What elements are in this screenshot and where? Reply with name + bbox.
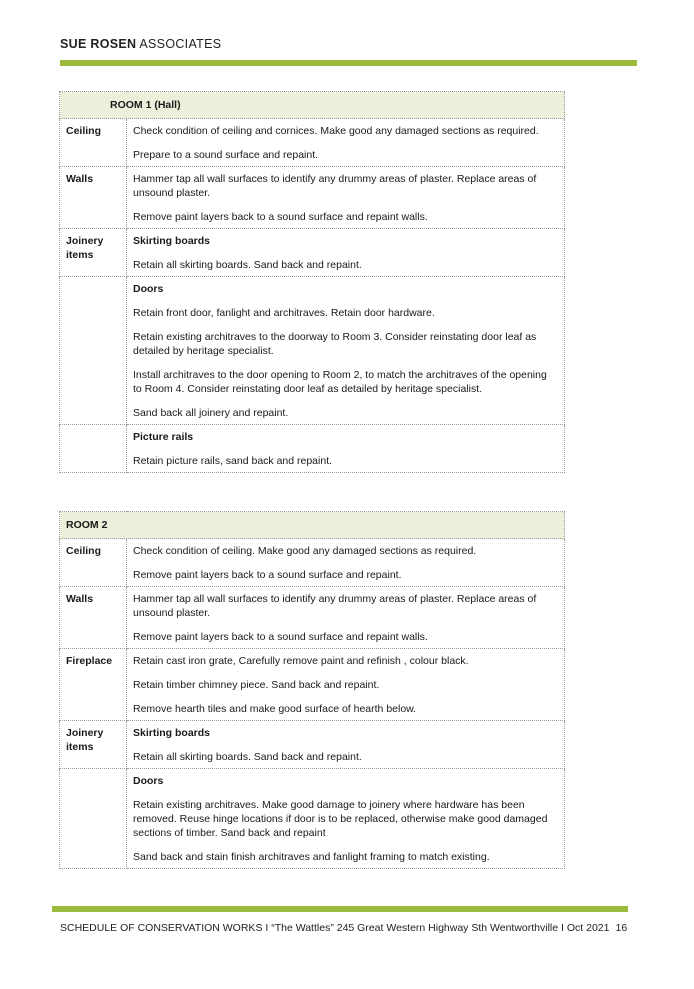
footer <box>60 922 627 934</box>
row-label: Walls <box>60 587 127 649</box>
room2-title: ROOM 2 <box>60 512 565 539</box>
schedule-row <box>60 649 565 721</box>
row-label <box>60 425 127 473</box>
row-label: Fireplace <box>60 649 127 721</box>
schedule-row <box>60 587 565 649</box>
brand-name-rest: ASSOCIATES <box>136 37 222 51</box>
row-content <box>127 119 565 167</box>
work-instruction: Sand back all joinery and repaint. <box>133 407 289 419</box>
row-label: Walls <box>60 167 127 229</box>
room2-schedule-table <box>59 511 565 869</box>
row-content <box>127 539 565 587</box>
work-instruction: Retain all skirting boards. Sand back and repaint. <box>133 259 362 271</box>
work-instruction: Check condition of ceiling and cornices. Make good any damaged sections as required. <box>133 125 539 137</box>
row-content <box>127 277 565 425</box>
header-accent-bar <box>60 60 637 66</box>
row-content <box>127 229 565 277</box>
work-instruction: Retain front door, fanlight and architraves. Retain door hardware. <box>133 307 435 319</box>
schedule-row <box>60 119 565 167</box>
work-instruction: Retain cast iron grate, Carefully remove paint and refinish , colour black. <box>133 655 469 667</box>
item-subheading: Picture rails <box>133 431 194 443</box>
schedule-row <box>60 769 565 869</box>
room1-title: ROOM 1 (Hall) <box>60 92 565 119</box>
room2-title-row <box>60 512 565 539</box>
work-instruction: Remove paint layers back to a sound surface and repaint. <box>133 569 402 581</box>
item-subheading: Skirting boards <box>133 235 211 247</box>
work-instruction: Install architraves to the door opening to Room 2, to match the architraves of the opening to Room 4. Consider reinstating door leaf as detailed by heritage specialist. <box>133 369 547 395</box>
work-instruction: Retain all skirting boards. Sand back and repaint. <box>133 751 362 763</box>
row-content <box>127 167 565 229</box>
footer-text: SCHEDULE OF CONSERVATION WORKS I “The Wattles” 245 Great Western Highway Sth Wentworthville I Oct 2021 <box>60 922 610 934</box>
work-instruction: Remove hearth tiles and make good surface of hearth below. <box>133 703 417 715</box>
schedule-row <box>60 425 565 473</box>
brand-name <box>60 37 221 51</box>
room1-schedule-table <box>59 91 565 473</box>
schedule-row <box>60 229 565 277</box>
item-subheading: Doors <box>133 283 164 295</box>
row-content <box>127 769 565 869</box>
row-label <box>60 277 127 425</box>
page-number: 16 <box>615 922 628 934</box>
work-instruction: Prepare to a sound surface and repaint. <box>133 149 319 161</box>
row-content <box>127 649 565 721</box>
work-instruction: Sand back and stain finish architraves and fanlight framing to match existing. <box>133 851 490 863</box>
row-label: Ceiling <box>60 119 127 167</box>
footer-accent-bar <box>52 906 628 912</box>
row-content <box>127 587 565 649</box>
brand-name-bold: SUE ROSEN <box>60 37 137 51</box>
row-content <box>127 425 565 473</box>
room1-title-row <box>60 92 565 119</box>
work-instruction: Retain timber chimney piece. Sand back and repaint. <box>133 679 380 691</box>
work-instruction: Check condition of ceiling. Make good any damaged sections as required. <box>133 545 477 557</box>
schedule-row <box>60 721 565 769</box>
schedule-row <box>60 277 565 425</box>
row-content <box>127 721 565 769</box>
row-label: Ceiling <box>60 539 127 587</box>
work-instruction: Hammer tap all wall surfaces to identify any drummy areas of plaster. Replace areas of unsound plaster. <box>133 173 537 199</box>
row-label: Joinery items <box>60 721 127 769</box>
work-instruction: Remove paint layers back to a sound surface and repaint walls. <box>133 631 428 643</box>
work-instruction: Hammer tap all wall surfaces to identify any drummy areas of plaster. Replace areas of unsound plaster. <box>133 593 537 619</box>
item-subheading: Doors <box>133 775 164 787</box>
work-instruction: Retain existing architraves to the doorway to Room 3. Consider reinstating door leaf as detailed by heritage specialist. <box>133 331 537 357</box>
schedule-row <box>60 167 565 229</box>
work-instruction: Retain picture rails, sand back and repaint. <box>133 455 333 467</box>
row-label <box>60 769 127 869</box>
row-label: Joinery items <box>60 229 127 277</box>
schedule-row <box>60 539 565 587</box>
work-instruction: Retain existing architraves. Make good damage to joinery where hardware has been removed. Reuse hinge locations if door is to be replaced, otherwise make good damaged sections of timber. Sand back and repaint <box>133 799 548 839</box>
work-instruction: Remove paint layers back to a sound surface and repaint walls. <box>133 211 428 223</box>
item-subheading: Skirting boards <box>133 727 211 739</box>
